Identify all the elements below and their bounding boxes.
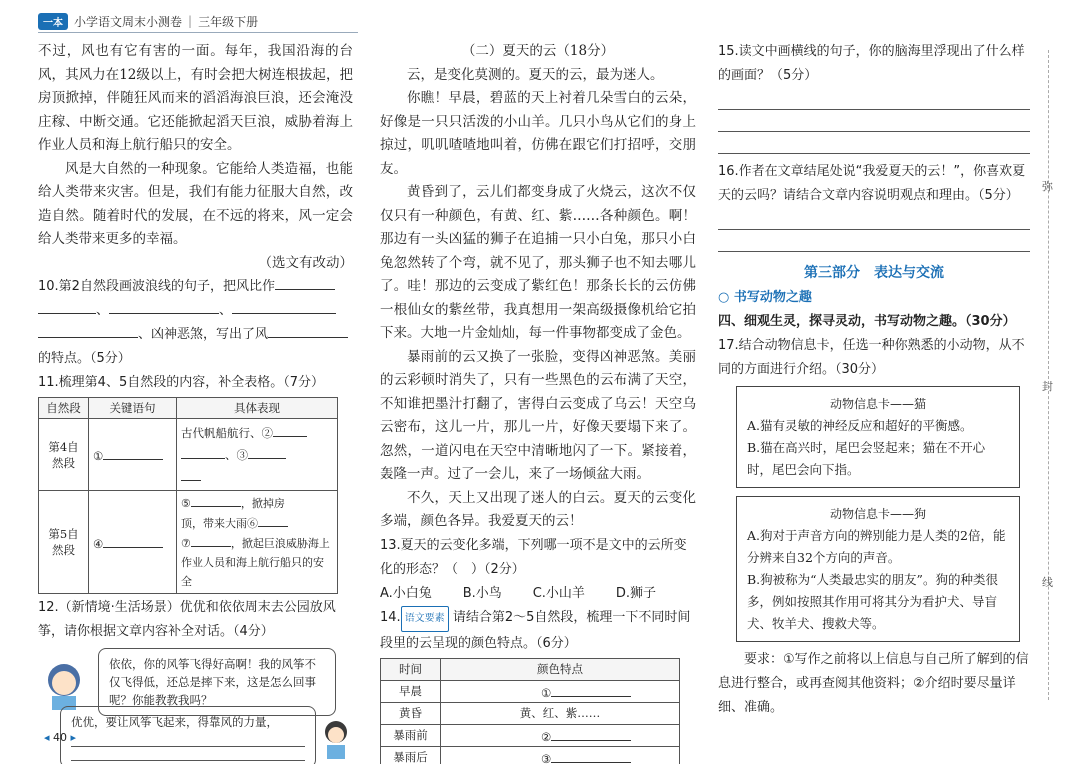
fold-label: 线 bbox=[1042, 576, 1053, 589]
passage1-para: 不过，风也有它有害的一面。每年，我国沿海的台风，其风力在12级以上，有时会把大树连根拔起，把房顶掀掉，伴随狂风而来的滔滔海浪巨浪，还会淹没庄稼、中断交通。它还能掀起滔天巨浪，威胁着海上作业人员和海上航行船只的安全。 bbox=[38, 43, 353, 153]
answer-blank[interactable] bbox=[273, 423, 307, 437]
card-item: B.狗被称为“人类最忠实的朋友”。狗的种类很多，例如按照其作用可将其分为看护犬、导盲犬、牧羊犬、搜救犬等。 bbox=[747, 572, 998, 631]
brand-logo: 一本 bbox=[38, 13, 68, 30]
answer-blank[interactable] bbox=[551, 727, 631, 741]
topic-text: 书写动物之趣 bbox=[733, 290, 812, 305]
answer-blank[interactable] bbox=[258, 513, 288, 527]
answer-blank[interactable] bbox=[191, 533, 231, 547]
table-cell: 第5自然段 bbox=[39, 491, 89, 594]
table-cell: 暴雨前 bbox=[381, 724, 441, 746]
question-13: 13.夏天的云变化多端，下列哪一项不是文中的云所变化的形态？（ ）（2分） bbox=[380, 537, 687, 577]
q10-text: 、凶神恶煞，写出了风 bbox=[138, 327, 269, 342]
grade-label: 三年级下册 bbox=[198, 14, 259, 29]
answer-line[interactable] bbox=[718, 208, 1030, 230]
cell-text: 顶，带来大雨⑥ bbox=[181, 517, 258, 530]
dialog-area bbox=[38, 648, 353, 758]
cell-text: ① bbox=[93, 449, 104, 463]
option[interactable]: B.小鸟 bbox=[462, 585, 502, 601]
requirements: 要求：①写作之前将以上信息与自己所了解到的信息进行整合，或再查阅其他资料；②介绍时要尽量详细、准确。 bbox=[718, 652, 1029, 715]
column-middle bbox=[380, 40, 696, 764]
table-header: 具体表现 bbox=[177, 398, 338, 419]
page-header: 一本 小学语文周末小测卷 | 三年级下册 bbox=[38, 10, 258, 32]
bubble-text: 优优，要让风筝飞起来，得靠风的力量， bbox=[71, 715, 278, 729]
answer-line[interactable] bbox=[718, 132, 1030, 154]
q14-table bbox=[380, 658, 680, 764]
info-card-cat bbox=[736, 386, 1020, 488]
passage2-para: 你瞧！早晨，碧蓝的天上衬着几朵雪白的云朵，好像是一只只活泼的小山羊。几只小鸟从它们的身上掠过，叽叽喳喳地叫着，仿佛在跟它们打招呼，交朋友。 bbox=[380, 90, 696, 177]
answer-blank[interactable] bbox=[103, 534, 163, 548]
card-item: B.猫在高兴时，尾巴会竖起来；猫在不开心时，尾巴会向下指。 bbox=[747, 440, 986, 477]
table-cell bbox=[89, 491, 177, 594]
answer-blank[interactable] bbox=[181, 445, 225, 459]
part-heading: 第三部分 表达与交流 bbox=[804, 265, 944, 281]
table-cell: 黄昏 bbox=[381, 702, 441, 724]
table-header: 时间 bbox=[381, 658, 441, 680]
answer-blank[interactable] bbox=[275, 276, 335, 290]
answer-blank[interactable] bbox=[38, 300, 96, 314]
passage2-para: 不久，天上又出现了迷人的白云。夏天的云变化多端，颜色各异。我爱夏天的云！ bbox=[380, 489, 696, 529]
fold-line bbox=[1048, 50, 1049, 700]
page-number-text: 40 bbox=[53, 731, 68, 744]
option[interactable]: A.小白兔 bbox=[380, 585, 432, 601]
fold-label: 弥 bbox=[1042, 180, 1053, 193]
table-cell bbox=[441, 724, 680, 746]
question-11: 11.梳理第4、5自然段的内容，补全表格。（7分） bbox=[38, 375, 324, 390]
section-heading: 四、细观生灵，探寻灵动，书写动物之趣。（30分） bbox=[718, 314, 1016, 329]
answer-blank[interactable] bbox=[248, 445, 286, 459]
q10-text: 10.第2自然段画波浪线的句子，把风比作 bbox=[38, 279, 275, 294]
card-item: A.狗对于声音方向的辨别能力是人类的2倍，能分辨来自32个方向的声音。 bbox=[747, 528, 1006, 565]
card-item: A.猫有灵敏的神经反应和超好的平衡感。 bbox=[747, 418, 973, 433]
answer-line[interactable] bbox=[71, 747, 305, 761]
q14-num: 14. bbox=[380, 609, 401, 625]
answer-blank[interactable] bbox=[191, 493, 241, 507]
cell-text: ⑤ bbox=[181, 497, 191, 510]
cell-text: 古代帆船航行、② bbox=[181, 425, 273, 440]
table-cell bbox=[177, 419, 338, 491]
passage1-para: 风是大自然的一种现象。它能给人类造福，也能给人类带来灾害。但是，我们有能力征服大自然，改造自然。随着时代的发展，在不远的将来，风一定会给人类带来更多的幸福。 bbox=[38, 160, 353, 247]
passage2-para: 云，是变化莫测的。夏天的云，最为迷人。 bbox=[407, 66, 664, 83]
table-header: 颜色特点 bbox=[441, 658, 680, 680]
card-title: 动物信息卡——猫 bbox=[829, 397, 926, 411]
question-12: 12.（新情境·生活场景）优优和依依周末去公园放风筝，请你根据文章内容补全对话。（4分） bbox=[38, 600, 336, 639]
answer-line[interactable] bbox=[71, 731, 305, 747]
source-note: （选文有改动） bbox=[258, 254, 353, 271]
question-16: 16.作者在文章结尾处说“我爱夏天的云！”，你喜欢夏天的云吗？请结合文章内容说明观点和理由。（5分） bbox=[718, 164, 1026, 203]
boy-avatar-icon bbox=[318, 718, 354, 762]
cell-text: ④ bbox=[93, 536, 104, 551]
cell-text: ，掀掉房 bbox=[240, 497, 285, 510]
answer-blank[interactable] bbox=[181, 467, 201, 481]
answer-line[interactable] bbox=[718, 110, 1030, 132]
column-right bbox=[718, 40, 1030, 720]
girl-avatar-icon bbox=[38, 658, 90, 710]
passage2-para: 黄昏到了，云儿们都变身成了火烧云，这次不仅仅只有一种颜色，有黄、红、紫……各种颜色。啊！那边有一头凶猛的狮子在追捕一只小白兔，那只小白兔忽然转了个弯，就不见了，那头狮子也不知去哪儿了。哇！那边的云变成了紫红色！那条长长的云仿佛一根仙女的紫丝带，我真想用一架高级摄像机给它拍下来。大地一片金灿灿，每一件事物都变成了金色。 bbox=[380, 184, 696, 341]
speech-bubble: 依依，你的风筝飞得好高啊！我的风筝不仅飞得低，还总是摔下来，这是怎么回事呢？你能教教我吗？ bbox=[98, 648, 336, 716]
passage2-para: 暴雨前的云又换了一张脸，变得凶神恶煞。美丽的云彩顿时消失了，只有一些黑色的云布满了天空，不知谁把墨汁打翻了，害得白云变成了乌云！天空乌云密布，这儿一片，那儿一片，好像天要塌下来了。忽然，一道闪电在天空中清晰地闪了一下。紧接着，轰隆一声。过了一会儿，来了一场倾盆大雨。 bbox=[380, 348, 696, 482]
page-number: ◂ 40 ▸ bbox=[44, 731, 77, 744]
table-cell bbox=[177, 491, 338, 594]
table-cell: 早晨 bbox=[381, 680, 441, 702]
answer-line[interactable] bbox=[718, 88, 1030, 110]
cell-text: 、③ bbox=[225, 447, 248, 462]
question-17: 17.结合动物信息卡，任选一种你熟悉的小动物，从不同的方面进行介绍。（30分） bbox=[718, 338, 1025, 377]
card-title: 动物信息卡——狗 bbox=[829, 507, 926, 521]
question-14 bbox=[380, 606, 696, 656]
table-cell: 暴雨后 bbox=[381, 746, 441, 764]
q14-text: 请结合第2～5自然段，梳理一下不同时间段里的云呈现的颜色特点。（6分） bbox=[380, 609, 691, 651]
q10-text: 的特点。（5分） bbox=[38, 351, 131, 366]
option[interactable]: C.小山羊 bbox=[532, 585, 585, 601]
table-cell bbox=[89, 419, 177, 491]
answer-blank[interactable] bbox=[232, 300, 336, 314]
question-10: 10.第2自然段画波浪线的句子，把风比作 、 、 、凶神恶煞，写出了风 的特点。（5分） bbox=[38, 275, 353, 371]
table-cell bbox=[441, 746, 680, 764]
option[interactable]: D.狮子 bbox=[615, 585, 656, 601]
table-header: 自然段 bbox=[39, 398, 89, 419]
question-15: 15.读文中画横线的句子，你的脑海里浮现出了什么样的画面？（5分） bbox=[718, 44, 1025, 83]
table-cell: 第4自然段 bbox=[39, 419, 89, 491]
topic-heading: ○ 书写动物之趣 bbox=[718, 290, 812, 305]
table-cell: 黄、红、紫…… bbox=[441, 702, 680, 724]
answer-blank[interactable] bbox=[103, 446, 163, 460]
cell-text: ① bbox=[541, 685, 552, 700]
answer-blank[interactable] bbox=[38, 324, 138, 338]
table-cell bbox=[441, 680, 680, 702]
fold-label: 封 bbox=[1042, 380, 1053, 393]
info-card-dog bbox=[736, 496, 1020, 642]
answer-blank[interactable] bbox=[551, 683, 631, 697]
speech-bubble-answer bbox=[60, 706, 316, 764]
cell-text: ，掀起巨浪威胁海上作业人员和海上航行船只的安全 bbox=[181, 537, 330, 588]
cell-text: ② bbox=[541, 729, 552, 744]
q11-table bbox=[38, 397, 338, 594]
series-title: 小学语文周末小测卷 bbox=[74, 14, 183, 29]
passage2-title: （二）夏天的云（18分） bbox=[461, 43, 615, 59]
table-header: 关键语句 bbox=[89, 398, 177, 419]
answer-blank[interactable] bbox=[109, 300, 219, 314]
cell-text: ③ bbox=[541, 751, 552, 764]
column-left bbox=[38, 40, 353, 758]
q13-options bbox=[380, 582, 696, 606]
answer-blank[interactable] bbox=[551, 749, 631, 763]
header-rule bbox=[38, 32, 358, 33]
answer-line[interactable] bbox=[718, 230, 1030, 252]
q14-tag: 语文要素 bbox=[401, 606, 449, 632]
cell-text: ⑦ bbox=[181, 537, 191, 550]
answer-blank[interactable] bbox=[268, 324, 348, 338]
